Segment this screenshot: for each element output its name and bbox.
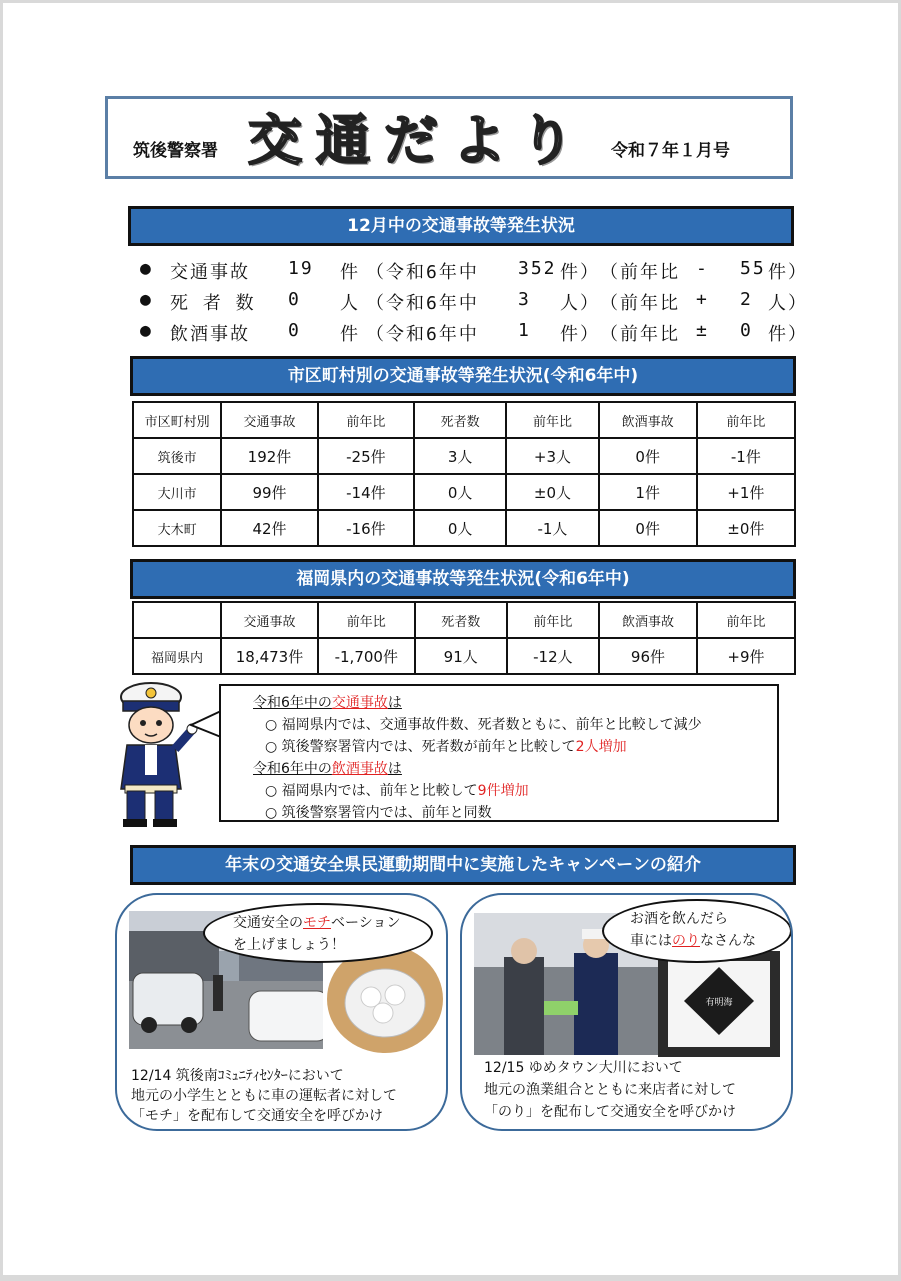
speech-bubble-left: 交通安全のモチベーション を上げましょう！ — [203, 903, 433, 963]
stat-cmp: （前年比 — [600, 262, 680, 283]
caption-left-1: 12/14 筑後南ｺﾐｭﾆﾃｨｾﾝﾀｰにおいて — [131, 1068, 344, 1084]
stat-unit: 件 — [340, 262, 360, 283]
stat-sign: ± — [696, 320, 709, 341]
stat-year: （令和6年中 — [366, 324, 479, 345]
stat-year-value: 3 — [518, 289, 531, 310]
summary-line-1: ○ 福岡県内では、交通事故件数、死者数ともに、前年と比較して減少 — [265, 717, 702, 733]
table-header-cell: 交通事故 — [221, 602, 318, 638]
table-row — [133, 510, 795, 546]
caption-right-2: 地元の漁業組合とともに来店者に対して — [484, 1082, 736, 1098]
table-header-cell: 飲酒事故 — [599, 602, 697, 638]
stat-sign: - — [696, 258, 709, 279]
campaign-panel-right — [460, 893, 793, 1131]
stat-year-unit: 件） — [560, 324, 600, 345]
newsletter-title: 交通だより — [248, 109, 588, 172]
newsletter-page — [3, 3, 898, 1275]
section-bar-municipal: 市区町村別の交通事故等発生状況(令和6年中) — [130, 356, 796, 396]
table-cell: -12人 — [507, 638, 599, 674]
prefecture-table — [132, 601, 796, 675]
section-bar-monthly: 12月中の交通事故等発生状況 — [128, 206, 794, 246]
stat-unit: 件 — [340, 324, 360, 345]
stat-cmp: （前年比 — [600, 293, 680, 314]
table-cell: 大木町 — [133, 510, 221, 546]
stat-bullet: ● — [140, 258, 153, 279]
table-cell: +9件 — [697, 638, 795, 674]
table-cell: -1,700件 — [318, 638, 415, 674]
table-header-cell: 飲酒事故 — [599, 402, 697, 438]
caption-left-3: 「モチ」を配布して交通安全を呼びかけ — [131, 1108, 383, 1124]
speech-pointer-icon — [189, 709, 223, 739]
table-cell: 0人 — [414, 510, 506, 546]
stat-year-unit: 人） — [560, 293, 600, 314]
table-cell: -1人 — [506, 510, 598, 546]
table-cell: ±0件 — [697, 510, 795, 546]
summary-heading-drunk: 令和6年中の飲酒事故は — [253, 761, 402, 777]
section-bar-prefecture: 福岡県内の交通事故等発生状況(令和6年中) — [130, 559, 796, 599]
stat-diff: 2 — [740, 289, 753, 310]
summary-speech-box — [219, 684, 779, 822]
table-row — [133, 474, 795, 510]
stat-bullet: ● — [140, 289, 153, 310]
municipal_table-header-row — [133, 402, 795, 438]
table-header-cell — [133, 602, 221, 638]
table-header-cell: 死者数 — [415, 602, 507, 638]
table-header-cell: 前年比 — [506, 402, 598, 438]
nori-sign-text: 有明海 — [705, 998, 733, 1008]
police-officer-mascot-icon — [109, 679, 201, 829]
caption-right-3: 「のり」を配布して交通安全を呼びかけ — [484, 1104, 736, 1120]
table-header-cell: 市区町村別 — [133, 402, 221, 438]
table-cell: 18,473件 — [221, 638, 318, 674]
stat-year-value: 352 — [518, 258, 557, 279]
table-header-cell: 前年比 — [697, 402, 795, 438]
table-header-cell: 交通事故 — [221, 402, 317, 438]
stat-unit: 人 — [340, 293, 360, 314]
issue-date: 令和７年１月号 — [611, 141, 730, 161]
stat-bullet: ● — [140, 320, 153, 341]
table-header-cell: 前年比 — [318, 602, 415, 638]
stat-year: （令和6年中 — [366, 262, 479, 283]
stat-cmp: （前年比 — [600, 324, 680, 345]
table-cell: -16件 — [318, 510, 414, 546]
stat-year: （令和6年中 — [366, 293, 479, 314]
table-cell: 1件 — [599, 474, 697, 510]
summary-line-4: ○ 筑後警察署管内では、前年と同数 — [265, 805, 492, 821]
stat-value: 0 — [288, 320, 301, 341]
summary-line-3: ○ 福岡県内では、前年と比較して9件増加 — [265, 783, 529, 799]
police-station-name: 筑後警察署 — [133, 141, 218, 161]
stat-sign: + — [696, 289, 709, 310]
table-cell: +3人 — [506, 438, 598, 474]
campaign-panel-left — [115, 893, 448, 1131]
table-cell: -14件 — [318, 474, 414, 510]
table-header-cell: 前年比 — [318, 402, 414, 438]
table-header-cell: 死者数 — [414, 402, 506, 438]
stat-value: 0 — [288, 289, 301, 310]
stat-year-value: 1 — [518, 320, 531, 341]
table-cell: 福岡県内 — [133, 638, 221, 674]
caption-right-1: 12/15 ゆめタウン大川において — [484, 1060, 683, 1076]
table-cell: 96件 — [599, 638, 697, 674]
summary-line-2: ○ 筑後警察署管内では、死者数が前年と比較して2人増加 — [265, 739, 627, 755]
table-row — [133, 638, 795, 674]
table-cell: ±0人 — [506, 474, 598, 510]
municipal-table — [132, 401, 796, 547]
stat-label: 死 者 数 — [170, 293, 256, 314]
stat-label: 交通事故 — [170, 262, 250, 283]
prefecture_table-header-row — [133, 602, 795, 638]
speech-bubble-right: お酒を飲んだら 車にはのりなさんな — [602, 899, 792, 963]
stat-value: 19 — [288, 258, 314, 279]
nori-package-photo — [658, 951, 780, 1057]
stat-diff-unit: 件） — [768, 324, 808, 345]
table-header-cell: 前年比 — [507, 602, 599, 638]
table-cell: 91人 — [415, 638, 507, 674]
summary-heading-accidents: 令和6年中の交通事故は — [253, 695, 402, 711]
table-cell: -25件 — [318, 438, 414, 474]
table-cell: 0人 — [414, 474, 506, 510]
table-cell: 0件 — [599, 438, 697, 474]
table-header-cell: 前年比 — [697, 602, 795, 638]
table-cell: 42件 — [221, 510, 317, 546]
table-cell: 192件 — [221, 438, 317, 474]
stat-diff: 55 — [740, 258, 766, 279]
caption-left-2: 地元の小学生とともに車の運転者に対して — [131, 1088, 397, 1104]
stat-label: 飲酒事故 — [170, 324, 250, 345]
stat-diff: 0 — [740, 320, 753, 341]
stat-diff-unit: 人） — [768, 293, 808, 314]
table-cell: +1件 — [697, 474, 795, 510]
table-cell: 0件 — [599, 510, 697, 546]
table-cell: 大川市 — [133, 474, 221, 510]
table-cell: 99件 — [221, 474, 317, 510]
table-cell: 筑後市 — [133, 438, 221, 474]
table-row — [133, 438, 795, 474]
section-bar-campaign: 年末の交通安全県民運動期間中に実施したキャンペーンの紹介 — [130, 845, 796, 885]
stat-diff-unit: 件） — [768, 262, 808, 283]
stat-year-unit: 件） — [560, 262, 600, 283]
table-cell: -1件 — [697, 438, 795, 474]
table-cell: 3人 — [414, 438, 506, 474]
